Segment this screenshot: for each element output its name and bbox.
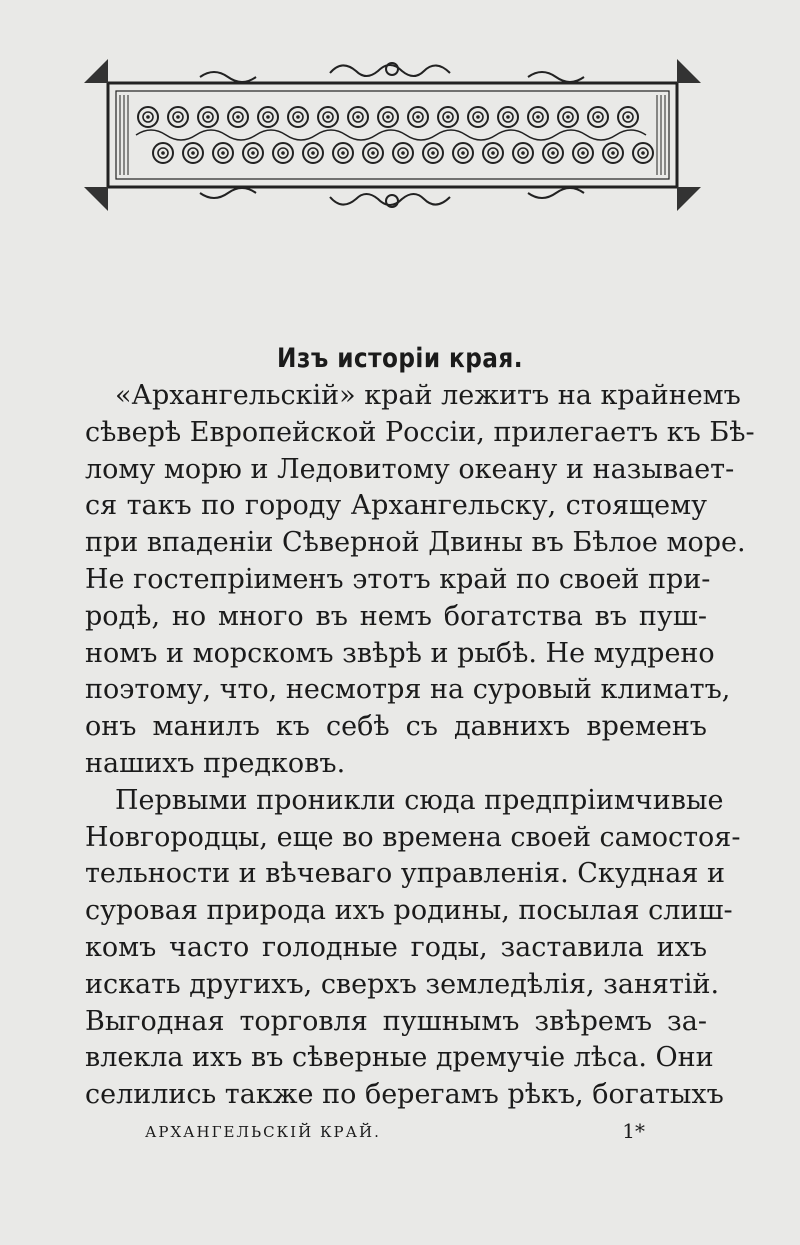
text-line: ся такъ по городу Архангельску, стоящему <box>85 490 707 522</box>
text-line: сѣверѣ Европейской Россіи, прилегаетъ къ Бѣ- <box>85 416 755 448</box>
signature-mark: 1* <box>622 1119 645 1143</box>
text-line: Не гостепріименъ этотъ край по своей при- <box>85 563 711 595</box>
section-heading: Изъ исторіи края. <box>277 343 523 374</box>
decorative-headpiece-ornament <box>80 55 705 215</box>
running-title: АРХАНГЕЛЬСКІЙ КРАЙ. <box>145 1123 381 1141</box>
text-line: искать другихъ, сверхъ земледѣлія, занятій. <box>85 968 720 1000</box>
text-line: суровая природа ихъ родины, посылая слиш- <box>85 895 733 927</box>
text-line: нашихъ предковъ. <box>85 747 346 779</box>
page-footer <box>145 1119 645 1147</box>
text-line: селились также по берегамъ рѣкъ, богатыхъ <box>85 1079 724 1111</box>
text-line: Новгородцы, еще во времена своей самостоя- <box>85 821 741 853</box>
text-line: номъ и морскомъ звѣрѣ и рыбѣ. Не мудрено <box>85 637 715 669</box>
text-line: влекла ихъ въ сѣверные дремучіе лѣса. Они <box>85 1042 714 1074</box>
text-line: лому морю и Ледовитому океану и называет- <box>85 453 735 485</box>
text-line: «Архангельскій» край лежитъ на крайнемъ <box>115 380 741 411</box>
text-line: онъ манилъ къ себѣ съ давнихъ временъ <box>85 711 707 743</box>
text-line: Первыми проникли сюда предпріимчивые <box>115 784 724 816</box>
text-line: при впаденіи Сѣверной Двины въ Бѣлое море. <box>85 527 746 559</box>
text-line: поэтому, что, несмотря на суровый климатъ, <box>85 674 731 706</box>
text-line: родѣ, но много въ немъ богатства въ пуш- <box>85 600 707 632</box>
text-line: комъ часто голодные годы, заставила ихъ <box>85 931 707 963</box>
text-line: тельности и вѣчеваго управленія. Скудная и <box>85 858 725 890</box>
text-line: Выгодная торговля пушнымъ звѣремъ за- <box>85 1005 707 1037</box>
body-text <box>85 378 755 1114</box>
